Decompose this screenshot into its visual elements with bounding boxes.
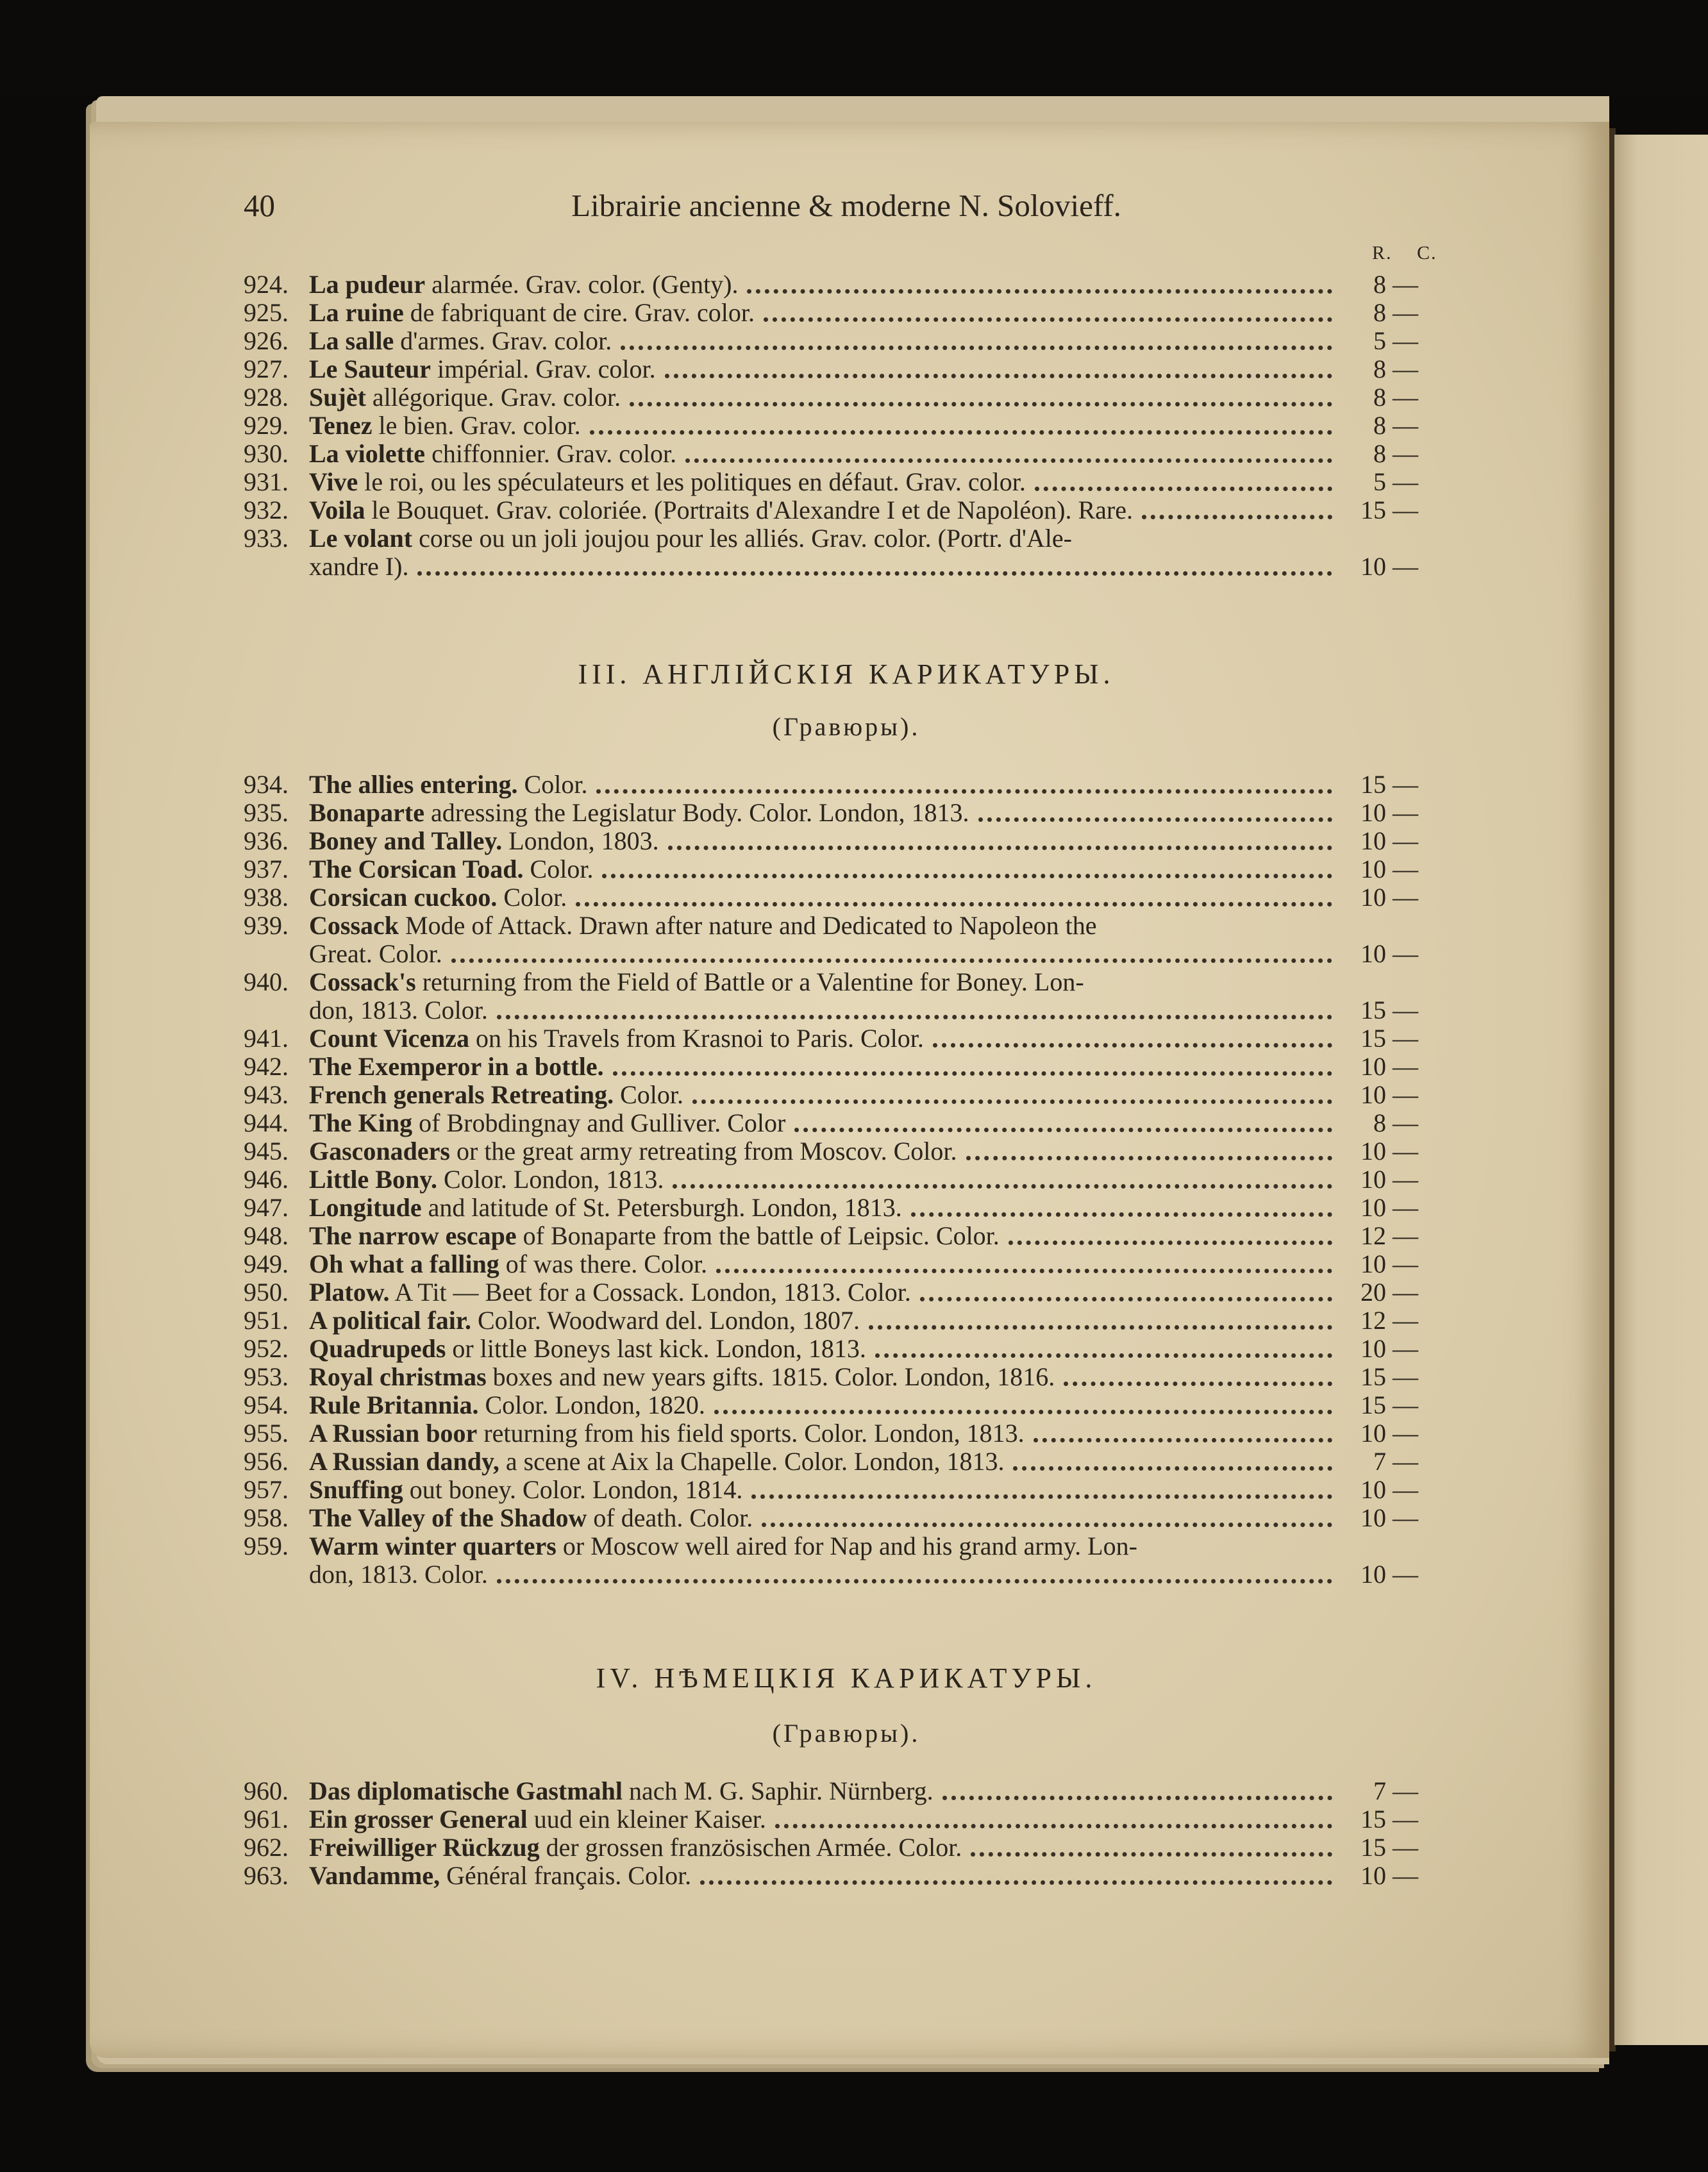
entry-title: The Exemperor in a bottle.	[309, 1053, 604, 1081]
entry-number: 943.	[244, 1080, 289, 1109]
entry-price: 15 —	[1361, 1805, 1418, 1834]
dot-leader	[971, 1848, 1332, 1857]
dot-leader	[685, 455, 1332, 463]
entry-details: Color.	[497, 883, 567, 912]
entry-description	[309, 1222, 1332, 1250]
entry-description	[309, 496, 1332, 524]
entry-title: Le Sauteur	[309, 355, 431, 383]
entry-price: 10 —	[1361, 1475, 1418, 1504]
entry-description	[309, 383, 1332, 412]
entry-price: 10 —	[1361, 552, 1418, 581]
entry-title: Cossack	[309, 912, 399, 940]
entry-title: Quadrupeds	[309, 1335, 446, 1363]
header-title: Librairie ancienne & moderne N. Solovieff.	[571, 188, 1121, 223]
entry-number: 953.	[244, 1362, 289, 1391]
entry-continuation: xandre I).	[309, 552, 409, 581]
dot-leader	[596, 785, 1332, 794]
entry-price: 10 —	[1361, 1080, 1418, 1109]
catalog-entry	[244, 1363, 1449, 1391]
entry-price: 8 —	[1373, 411, 1418, 440]
entry-description	[309, 771, 1332, 799]
entry-number: 936.	[244, 826, 289, 855]
catalog-entry	[244, 1250, 1449, 1278]
entry-details: on his Travels from Krasnoi to Paris. Color.	[469, 1024, 924, 1053]
entry-description	[309, 271, 1332, 299]
entry-number: 948.	[244, 1221, 289, 1250]
entry-details: alarmée. Grav. color. (Genty).	[425, 271, 739, 299]
entry-details: Général français. Color.	[440, 1862, 692, 1890]
entry-details: boxes and new years gifts. 1815. Color. London, 1816.	[486, 1363, 1055, 1391]
entry-description	[309, 355, 1332, 383]
entry-title: Snuffing	[309, 1476, 403, 1504]
section-title-english-caricatures: III. АНГЛІЙСКІЯ КАРИКАТУРЫ.	[578, 658, 1115, 690]
entry-details: Mode of Attack. Drawn after nature and Dedicated to Napoleon the	[399, 912, 1097, 940]
entry-title: The narrow escape	[309, 1222, 517, 1250]
entry-title: La pudeur	[309, 271, 426, 299]
entry-number: 958.	[244, 1503, 289, 1532]
dot-leader	[911, 1208, 1332, 1217]
entry-number: 937.	[244, 855, 289, 883]
entry-continuation: don, 1813. Color.	[309, 996, 488, 1024]
catalog-entry	[244, 1448, 1449, 1476]
dot-leader	[700, 1876, 1332, 1885]
dot-leader	[762, 1519, 1332, 1527]
entry-details: uud ein kleiner Kaiser.	[527, 1805, 766, 1834]
entry-description	[309, 468, 1332, 496]
entry-price: 10 —	[1361, 1165, 1418, 1194]
entry-number: 954.	[244, 1391, 289, 1419]
entry-number: 933.	[244, 524, 289, 553]
catalog-entry	[244, 1137, 1449, 1165]
entry-price: 8 —	[1373, 355, 1418, 383]
catalog-entry	[244, 412, 1449, 440]
page-number: 40	[244, 188, 275, 223]
catalog-entry	[244, 1805, 1449, 1834]
catalog-entry	[244, 1278, 1449, 1307]
entry-number: 939.	[244, 911, 289, 940]
entry-number: 947.	[244, 1193, 289, 1222]
entry-title: Boney and Talley.	[309, 827, 503, 855]
entry-price: 10 —	[1361, 826, 1418, 855]
entry-price: 15 —	[1361, 1024, 1418, 1053]
entry-details: or little Boneys last kick. London, 1813.	[446, 1335, 866, 1363]
entry-price: 15 —	[1361, 996, 1418, 1024]
catalog-entry	[244, 1222, 1449, 1250]
entry-price: 7 —	[1373, 1776, 1418, 1805]
entry-number: 946.	[244, 1165, 289, 1194]
entry-description	[309, 1250, 1332, 1278]
entry-price: 10 —	[1361, 1137, 1418, 1165]
entry-continuation: don, 1813. Color.	[309, 1560, 488, 1589]
entry-price: 10 —	[1361, 939, 1418, 968]
catalog-entry	[244, 883, 1449, 912]
entry-price: 10 —	[1361, 883, 1418, 912]
entry-number: 961.	[244, 1805, 289, 1834]
entry-description	[309, 1335, 1332, 1363]
section-german-entries	[244, 1777, 1449, 1890]
catalog-entry	[244, 1081, 1449, 1109]
entry-number: 930.	[244, 439, 289, 468]
entry-price: 15 —	[1361, 1391, 1418, 1419]
entry-number: 932.	[244, 496, 289, 524]
entry-price: 10 —	[1361, 1560, 1418, 1589]
catalog-entry	[244, 1419, 1449, 1448]
entry-title: Gasconaders	[309, 1137, 450, 1165]
entry-price: 15 —	[1361, 770, 1418, 799]
entry-details: returning from his field sports. Color. London, 1813.	[477, 1419, 1025, 1448]
entry-description	[309, 827, 1332, 855]
catalog-entry	[244, 496, 1449, 524]
section-english-entries	[244, 771, 1449, 1589]
entry-title: Corsican cuckoo.	[309, 883, 498, 912]
dot-leader	[775, 1820, 1332, 1828]
entry-description	[309, 1419, 1332, 1448]
entry-details: Color.	[614, 1081, 683, 1109]
dot-leader	[613, 1067, 1332, 1076]
entry-price: 10 —	[1361, 1193, 1418, 1222]
entry-price: 8 —	[1373, 298, 1418, 327]
entry-number: 928.	[244, 383, 289, 412]
facing-page-edge	[1614, 135, 1708, 2045]
catalog-entry	[244, 827, 1449, 855]
entry-title: Vive	[309, 468, 358, 496]
dot-leader	[1142, 511, 1332, 519]
entry-number: 935.	[244, 798, 289, 827]
entry-price: 5 —	[1373, 467, 1418, 496]
dot-leader	[942, 1792, 1332, 1800]
entry-details: London, 1803.	[502, 827, 659, 855]
entry-price: 12 —	[1361, 1306, 1418, 1335]
catalog-entry	[244, 1109, 1449, 1137]
entry-number: 941.	[244, 1024, 289, 1053]
catalog-entry	[244, 799, 1449, 827]
catalog-entry	[244, 524, 1449, 581]
catalog-entry	[244, 1307, 1449, 1335]
catalog-entry	[244, 1335, 1449, 1363]
entry-number: 952.	[244, 1334, 289, 1363]
catalog-entry	[244, 1053, 1449, 1081]
dot-leader	[1034, 1434, 1332, 1442]
entry-description	[309, 440, 1332, 468]
entry-details: corse ou un joli joujou pour les alliés. Grav. color. (Portr. d'Ale-	[412, 524, 1072, 553]
entry-title: Freiwilliger Rückzug	[309, 1834, 540, 1862]
entry-details: le Bouquet. Grav. coloriée. (Portraits d'Alexandre I et de Napoléon). Rare.	[365, 496, 1133, 524]
entry-number: 940.	[244, 967, 289, 996]
entry-price: 15 —	[1361, 496, 1418, 524]
dot-leader	[933, 1039, 1332, 1048]
entry-number: 956.	[244, 1447, 289, 1476]
entry-details: le bien. Grav. color.	[372, 412, 581, 440]
entry-number: 926.	[244, 326, 289, 355]
entry-number: 962.	[244, 1833, 289, 1862]
entry-number: 949.	[244, 1249, 289, 1278]
entry-description	[309, 1805, 1332, 1834]
entry-description	[309, 799, 1332, 827]
entry-number: 944.	[244, 1108, 289, 1137]
section-french-entries	[244, 271, 1449, 581]
dot-leader	[1009, 1237, 1332, 1245]
entry-details: out boney. Color. London, 1814.	[403, 1476, 743, 1504]
catalog-entry	[244, 1777, 1449, 1805]
entry-price: 10 —	[1361, 798, 1418, 827]
entry-continuation: Great. Color.	[309, 939, 442, 968]
entry-title: Count Vicenza	[309, 1024, 469, 1053]
running-head	[244, 187, 1449, 226]
entry-price: 10 —	[1361, 1419, 1418, 1448]
entry-description	[309, 1448, 1332, 1476]
entry-details: allégorique. Grav. color.	[365, 383, 621, 412]
entry-description	[309, 1476, 1332, 1504]
entry-number: 963.	[244, 1861, 289, 1890]
entry-price: 8 —	[1373, 439, 1418, 468]
entry-title: Platow.	[309, 1278, 390, 1307]
dot-leader	[576, 898, 1332, 906]
dark-backdrop	[0, 0, 1708, 96]
entry-title: Le volant	[309, 524, 413, 553]
entry-title: Warm winter quarters	[309, 1532, 557, 1560]
entry-details: of Bonaparte from the battle of Leipsic. Color.	[516, 1222, 1000, 1250]
entry-description	[309, 1024, 1332, 1053]
dot-leader	[1035, 483, 1332, 491]
dot-leader	[714, 1406, 1332, 1414]
catalog-entry	[244, 912, 1449, 968]
catalog-entry	[244, 1504, 1449, 1532]
entry-title: Vandamme,	[309, 1862, 440, 1890]
entry-title: Tenez	[309, 412, 373, 440]
entry-number: 950.	[244, 1278, 289, 1307]
entry-price: 20 —	[1361, 1278, 1418, 1307]
dot-leader	[966, 1152, 1332, 1160]
catalog-entry	[244, 1476, 1449, 1504]
catalog-entry	[244, 1532, 1449, 1589]
entry-description	[309, 1053, 1332, 1081]
entry-price: 7 —	[1373, 1447, 1418, 1476]
dot-leader	[747, 285, 1332, 294]
entry-price: 10 —	[1361, 1334, 1418, 1363]
dot-leader	[451, 955, 1332, 963]
entry-description	[309, 412, 1332, 440]
entry-number: 931.	[244, 467, 289, 496]
catalog-entry	[244, 1391, 1449, 1419]
catalog-entry	[244, 1862, 1449, 1890]
dot-leader	[1013, 1462, 1332, 1471]
dot-leader	[497, 1575, 1332, 1583]
entry-title: La violette	[309, 440, 426, 468]
entry-title: French generals Retreating.	[309, 1081, 614, 1109]
entry-description	[309, 1137, 1332, 1165]
dot-leader	[920, 1293, 1332, 1301]
dot-leader	[621, 342, 1332, 350]
entry-details: and latitude of St. Petersburgh. London, 1813.	[421, 1194, 902, 1222]
entry-number: 955.	[244, 1419, 289, 1448]
kopeks-column-label: C.	[1417, 242, 1437, 263]
section-subtitle-engravings-german: (Гравюры).	[772, 1719, 921, 1748]
dot-leader	[692, 1096, 1332, 1104]
dot-leader	[764, 313, 1332, 322]
entry-details: of was there. Color.	[499, 1250, 708, 1278]
catalog-entry	[244, 271, 1449, 299]
entry-price: 10 —	[1361, 1249, 1418, 1278]
catalog-entry	[244, 1024, 1449, 1053]
entry-description	[309, 1777, 1332, 1805]
entry-description	[309, 299, 1332, 327]
entry-number: 934.	[244, 770, 289, 799]
entry-description	[309, 1363, 1332, 1391]
catalog-entry	[244, 299, 1449, 327]
catalog-entry	[244, 383, 1449, 412]
entry-title: Royal christmas	[309, 1363, 487, 1391]
catalog-entry	[244, 355, 1449, 383]
entry-price: 5 —	[1373, 326, 1418, 355]
catalog-entry	[244, 1834, 1449, 1862]
entry-title: Oh what a falling	[309, 1250, 499, 1278]
dot-leader	[417, 567, 1332, 576]
entry-description	[309, 1278, 1332, 1307]
entry-details: le roi, ou les spéculateurs et les politiques en défaut. Grav. color.	[358, 468, 1026, 496]
entry-description	[309, 327, 1332, 355]
entry-title: A Russian boor	[309, 1419, 478, 1448]
entry-title: Little Bony.	[309, 1165, 438, 1194]
entry-number: 927.	[244, 355, 289, 383]
entry-title: Ein grosser General	[309, 1805, 528, 1834]
entry-details: or Moscow well aired for Nap and his grand army. Lon-	[556, 1532, 1137, 1560]
catalog-entry	[244, 440, 1449, 468]
catalog-entry	[244, 855, 1449, 883]
entry-details: impérial. Grav. color.	[431, 355, 656, 383]
entry-price: 8 —	[1373, 270, 1418, 299]
entry-title: The allies entering.	[309, 771, 518, 799]
entry-price: 10 —	[1361, 855, 1418, 883]
entry-details: a scene at Aix la Chapelle. Color. London, 1813.	[499, 1448, 1005, 1476]
entry-description	[309, 1504, 1332, 1532]
section-title-german-caricatures: IV. НѢМЕЦКІЯ КАРИКАТУРЫ.	[596, 1662, 1097, 1694]
entry-details: adressing the Legislatur Body. Color. London, 1813.	[424, 799, 969, 827]
entry-details: de fabriquant de cire. Grav. color.	[403, 299, 755, 327]
entry-description	[309, 1307, 1332, 1335]
entry-price: 15 —	[1361, 1362, 1418, 1391]
catalog-entry	[244, 468, 1449, 496]
dot-leader	[668, 842, 1332, 850]
entry-details: of Brobdingnay and Gulliver. Color	[412, 1109, 786, 1137]
entry-title: Rule Britannia.	[309, 1391, 479, 1419]
dot-leader	[665, 370, 1332, 378]
entry-details: Color. Woodward del. London, 1807.	[471, 1307, 860, 1335]
catalog-entry	[244, 771, 1449, 799]
entry-details: Color.	[517, 771, 588, 799]
dot-leader	[751, 1491, 1332, 1499]
dot-leader	[716, 1265, 1332, 1273]
entry-description	[309, 1194, 1332, 1222]
entry-title: A Russian dandy,	[309, 1448, 499, 1476]
section-subtitle-engravings: (Гравюры).	[772, 712, 921, 741]
entry-description	[309, 855, 1332, 883]
dot-leader	[497, 1011, 1332, 1019]
dot-leader	[673, 1180, 1332, 1189]
entry-price: 8 —	[1373, 383, 1418, 412]
entry-number: 951.	[244, 1306, 289, 1335]
catalog-entry	[244, 327, 1449, 355]
entry-title: Longitude	[309, 1194, 422, 1222]
entry-price: 12 —	[1361, 1221, 1418, 1250]
dot-leader	[869, 1321, 1332, 1330]
entry-details: Color. London, 1820.	[478, 1391, 705, 1419]
entry-details: or the great army retreating from Moscov. Color.	[450, 1137, 957, 1165]
entry-details: der grossen französischen Armée. Color.	[539, 1834, 962, 1862]
entry-title: The King	[309, 1109, 413, 1137]
entry-title: The Corsican Toad.	[309, 855, 524, 883]
entry-title: The Valley of the Shadow	[309, 1504, 587, 1532]
rubles-column-label: R.	[1372, 242, 1393, 263]
entry-description	[309, 1862, 1332, 1890]
dot-leader	[590, 426, 1332, 435]
entry-description	[309, 1834, 1332, 1862]
entry-title: Sujèt	[309, 383, 366, 412]
entry-title: A political fair.	[309, 1307, 471, 1335]
entry-details: chiffonnier. Grav. color.	[425, 440, 677, 468]
dot-leader	[630, 398, 1332, 406]
entry-number: 938.	[244, 883, 289, 912]
dot-leader	[875, 1349, 1332, 1358]
entry-price: 8 —	[1373, 1108, 1418, 1137]
catalog-entry	[244, 968, 1449, 1024]
entry-price: 10 —	[1361, 1503, 1418, 1532]
entry-title: Cossack's	[309, 968, 416, 996]
entry-title: Voila	[309, 496, 365, 524]
entry-details: of death. Color.	[587, 1504, 753, 1532]
dot-leader	[602, 870, 1332, 878]
entry-details: Color.	[523, 855, 594, 883]
entry-description	[309, 1081, 1332, 1109]
entry-details: nach M. G. Saphir. Nürnberg.	[622, 1777, 934, 1805]
entry-number: 924.	[244, 270, 289, 299]
catalog-entry	[244, 1194, 1449, 1222]
entry-title: Bonaparte	[309, 799, 424, 827]
entry-description	[309, 883, 1332, 912]
entry-number: 942.	[244, 1052, 289, 1081]
entry-title: Das diplomatische Gastmahl	[309, 1777, 623, 1805]
dot-leader	[794, 1124, 1332, 1132]
entry-number: 945.	[244, 1137, 289, 1165]
entry-details: A Tit — Beet for a Cossack. London, 1813. Color.	[389, 1278, 911, 1307]
entry-title: La ruine	[309, 299, 404, 327]
entry-price: 10 —	[1361, 1052, 1418, 1081]
entry-number: 925.	[244, 298, 289, 327]
entry-number: 957.	[244, 1475, 289, 1504]
entry-price: 10 —	[1361, 1861, 1418, 1890]
entry-details: returning from the Field of Battle or a Valentine for Boney. Lon-	[415, 968, 1084, 996]
entry-title: La salle	[309, 327, 394, 355]
entry-description	[309, 1165, 1332, 1194]
dot-leader	[978, 814, 1332, 822]
dot-leader	[1064, 1378, 1332, 1386]
entry-details: Color. London, 1813.	[437, 1165, 664, 1194]
entry-description	[309, 1109, 1332, 1137]
catalog-entry	[244, 1165, 1449, 1194]
entry-description	[309, 1391, 1332, 1419]
entry-details: d'armes. Grav. color.	[394, 327, 612, 355]
entry-number: 929.	[244, 411, 289, 440]
entry-price: 15 —	[1361, 1833, 1418, 1862]
entry-number: 959.	[244, 1532, 289, 1560]
entry-number: 960.	[244, 1776, 289, 1805]
